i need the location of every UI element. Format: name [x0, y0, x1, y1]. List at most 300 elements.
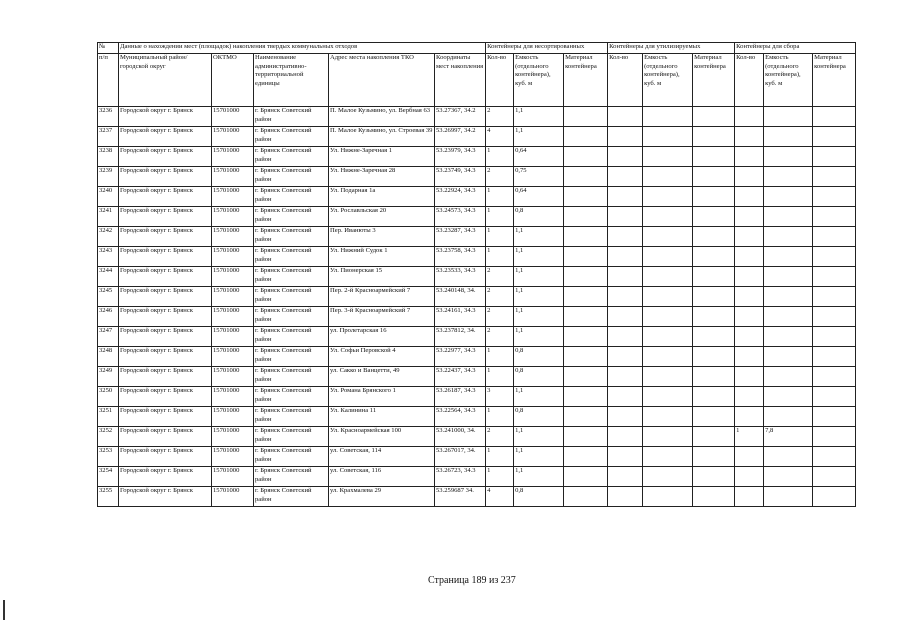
col-header-address: Адрес места накопления ТКО	[329, 54, 435, 107]
row-count-1: 1	[486, 447, 514, 467]
row-oktmo: 15701000	[212, 407, 254, 427]
row-volume-2	[643, 287, 693, 307]
row-number: 3242	[98, 227, 119, 247]
row-volume-1: 1,1	[514, 327, 564, 347]
row-count-2	[608, 387, 643, 407]
row-district: Городской округ г. Брянск	[119, 447, 212, 467]
row-material-3	[813, 447, 856, 467]
row-number: 3239	[98, 167, 119, 187]
row-unit: г. Брянск Советский район	[254, 427, 329, 447]
row-coords: 53.23533, 34.3	[435, 267, 486, 287]
row-oktmo: 15701000	[212, 127, 254, 147]
row-unit: г. Брянск Советский район	[254, 107, 329, 127]
table-row	[98, 107, 856, 127]
row-unit: г. Брянск Советский район	[254, 227, 329, 247]
row-count-1: 1	[486, 147, 514, 167]
row-material-2	[693, 147, 735, 167]
row-district: Городской округ г. Брянск	[119, 327, 212, 347]
row-count-3	[735, 447, 764, 467]
row-count-2	[608, 127, 643, 147]
row-volume-3	[764, 407, 813, 427]
row-count-2	[608, 207, 643, 227]
row-material-2	[693, 367, 735, 387]
row-count-3	[735, 387, 764, 407]
row-coords: 53.24161, 34.3	[435, 307, 486, 327]
row-address: ул. Пролетарская 16	[329, 327, 435, 347]
row-district: Городской округ г. Брянск	[119, 227, 212, 247]
table-row	[98, 127, 856, 147]
row-volume-2	[643, 267, 693, 287]
row-material-2	[693, 187, 735, 207]
row-material-3	[813, 407, 856, 427]
row-number: 3236	[98, 107, 119, 127]
table-row	[98, 307, 856, 327]
table-row	[98, 427, 856, 447]
row-volume-1: 0,75	[514, 167, 564, 187]
row-count-2	[608, 147, 643, 167]
row-district: Городской округ г. Брянск	[119, 407, 212, 427]
row-number: 3249	[98, 367, 119, 387]
row-count-2	[608, 227, 643, 247]
row-address: Ул. Подарная 1а	[329, 187, 435, 207]
row-volume-1: 1,1	[514, 467, 564, 487]
row-coords: 53.259687 34.	[435, 487, 486, 507]
row-material-2	[693, 107, 735, 127]
row-coords: 53.23979, 34.3	[435, 147, 486, 167]
row-volume-2	[643, 407, 693, 427]
row-count-1: 1	[486, 367, 514, 387]
row-unit: г. Брянск Советский район	[254, 327, 329, 347]
row-oktmo: 15701000	[212, 187, 254, 207]
row-volume-2	[643, 427, 693, 447]
row-volume-2	[643, 147, 693, 167]
row-address: ул. Советская, 116	[329, 467, 435, 487]
row-material-3	[813, 227, 856, 247]
row-coords: 53.22437, 34.3	[435, 367, 486, 387]
row-volume-1: 0,8	[514, 207, 564, 227]
row-material-3	[813, 467, 856, 487]
row-material-1	[564, 427, 608, 447]
row-address: Пер. 2-й Красноармейский 7	[329, 287, 435, 307]
row-volume-1: 1,1	[514, 427, 564, 447]
row-volume-1: 1,1	[514, 387, 564, 407]
row-material-1	[564, 307, 608, 327]
row-volume-1: 0,64	[514, 187, 564, 207]
row-volume-1: 1,1	[514, 447, 564, 467]
row-district: Городской округ г. Брянск	[119, 467, 212, 487]
row-address: Ул. Пионерская 15	[329, 267, 435, 287]
row-volume-1: 0,8	[514, 487, 564, 507]
row-number: 3253	[98, 447, 119, 467]
row-count-3	[735, 147, 764, 167]
row-count-1: 1	[486, 467, 514, 487]
row-volume-3	[764, 387, 813, 407]
row-material-1	[564, 127, 608, 147]
row-material-1	[564, 367, 608, 387]
row-material-2	[693, 227, 735, 247]
row-count-2	[608, 187, 643, 207]
row-count-3	[735, 107, 764, 127]
table-row	[98, 487, 856, 507]
row-address: П. Малое Кузьмино, ул. Строевая 39	[329, 127, 435, 147]
row-unit: г. Брянск Советский район	[254, 307, 329, 327]
row-count-2	[608, 367, 643, 387]
row-material-3	[813, 367, 856, 387]
row-oktmo: 15701000	[212, 267, 254, 287]
row-count-3	[735, 247, 764, 267]
table-body	[98, 107, 856, 507]
row-count-2	[608, 407, 643, 427]
table-row	[98, 207, 856, 227]
row-material-2	[693, 487, 735, 507]
col-header-district: Муниципальный район/городской округ	[119, 54, 212, 107]
row-coords: 53.22924, 34.3	[435, 187, 486, 207]
row-volume-2	[643, 127, 693, 147]
row-oktmo: 15701000	[212, 387, 254, 407]
row-material-3	[813, 487, 856, 507]
row-material-2	[693, 347, 735, 367]
row-oktmo: 15701000	[212, 207, 254, 227]
row-count-1: 4	[486, 487, 514, 507]
row-material-2	[693, 127, 735, 147]
row-number: 3251	[98, 407, 119, 427]
row-coords: 53.26723, 34.3	[435, 467, 486, 487]
row-volume-2	[643, 167, 693, 187]
row-volume-3	[764, 267, 813, 287]
col-header-volume-2: Емкость (отдельного контейнера), куб. м	[643, 54, 693, 107]
col-header-material-2: Материал контейнера	[693, 54, 735, 107]
row-number: 3237	[98, 127, 119, 147]
row-address: Пер. Иванюты 3	[329, 227, 435, 247]
row-volume-3	[764, 127, 813, 147]
row-unit: г. Брянск Советский район	[254, 387, 329, 407]
row-unit: г. Брянск Советский район	[254, 167, 329, 187]
table-row	[98, 327, 856, 347]
row-material-2	[693, 307, 735, 327]
row-material-3	[813, 127, 856, 147]
row-coords: 53.23758, 34.3	[435, 247, 486, 267]
row-district: Городской округ г. Брянск	[119, 427, 212, 447]
row-material-3	[813, 267, 856, 287]
row-count-3	[735, 487, 764, 507]
row-volume-3	[764, 367, 813, 387]
header-num-symbol: №	[98, 43, 119, 54]
row-unit: г. Брянск Советский район	[254, 127, 329, 147]
row-address: ул. Крахмалева 29	[329, 487, 435, 507]
row-coords: 53.26997, 34.2	[435, 127, 486, 147]
table-row	[98, 247, 856, 267]
table-row	[98, 387, 856, 407]
row-volume-2	[643, 347, 693, 367]
row-material-1	[564, 167, 608, 187]
row-material-2	[693, 407, 735, 427]
row-material-3	[813, 427, 856, 447]
header-group-collection: Контейнеры для сбора	[735, 43, 856, 54]
row-coords: 53.240148, 34.	[435, 287, 486, 307]
table-row	[98, 347, 856, 367]
row-volume-2	[643, 447, 693, 467]
col-header-oktmo: ОКТМО	[212, 54, 254, 107]
row-material-1	[564, 207, 608, 227]
header-columns-row	[98, 54, 856, 107]
row-district: Городской округ г. Брянск	[119, 247, 212, 267]
row-oktmo: 15701000	[212, 467, 254, 487]
table-row	[98, 447, 856, 467]
row-material-3	[813, 167, 856, 187]
row-coords: 53.241000, 34.	[435, 427, 486, 447]
row-district: Городской округ г. Брянск	[119, 347, 212, 367]
row-volume-1: 1,1	[514, 287, 564, 307]
row-material-1	[564, 407, 608, 427]
table-row	[98, 227, 856, 247]
row-count-1: 1	[486, 407, 514, 427]
row-volume-3	[764, 487, 813, 507]
row-count-2	[608, 307, 643, 327]
row-volume-2	[643, 467, 693, 487]
row-count-3	[735, 327, 764, 347]
row-oktmo: 15701000	[212, 347, 254, 367]
row-volume-3	[764, 287, 813, 307]
row-count-1: 2	[486, 287, 514, 307]
row-material-2	[693, 447, 735, 467]
row-oktmo: 15701000	[212, 287, 254, 307]
row-number: 3255	[98, 487, 119, 507]
row-count-3: 1	[735, 427, 764, 447]
row-district: Городской округ г. Брянск	[119, 287, 212, 307]
row-count-3	[735, 367, 764, 387]
row-district: Городской округ г. Брянск	[119, 147, 212, 167]
row-count-1: 3	[486, 387, 514, 407]
row-material-1	[564, 107, 608, 127]
row-material-3	[813, 327, 856, 347]
row-coords: 53.22564, 34.3	[435, 407, 486, 427]
row-count-1: 2	[486, 167, 514, 187]
row-material-2	[693, 427, 735, 447]
row-district: Городской округ г. Брянск	[119, 307, 212, 327]
row-number: 3247	[98, 327, 119, 347]
row-volume-3	[764, 227, 813, 247]
row-count-3	[735, 207, 764, 227]
row-address: ул. Сакко и Ванцетти, 49	[329, 367, 435, 387]
row-material-1	[564, 247, 608, 267]
row-oktmo: 15701000	[212, 487, 254, 507]
row-count-2	[608, 487, 643, 507]
row-count-3	[735, 287, 764, 307]
row-oktmo: 15701000	[212, 307, 254, 327]
row-oktmo: 15701000	[212, 427, 254, 447]
row-address: Пер. 3-й Красноармейский 7	[329, 307, 435, 327]
row-volume-2	[643, 207, 693, 227]
row-count-2	[608, 467, 643, 487]
row-unit: г. Брянск Советский район	[254, 187, 329, 207]
row-oktmo: 15701000	[212, 227, 254, 247]
table-row	[98, 367, 856, 387]
row-oktmo: 15701000	[212, 447, 254, 467]
row-number: 3246	[98, 307, 119, 327]
row-district: Городской округ г. Брянск	[119, 267, 212, 287]
row-material-1	[564, 467, 608, 487]
table-row	[98, 167, 856, 187]
row-volume-1: 1,1	[514, 247, 564, 267]
row-count-3	[735, 187, 764, 207]
header-group-unsorted: Контейнеры для несортированных	[486, 43, 608, 54]
row-number: 3243	[98, 247, 119, 267]
row-count-1: 2	[486, 107, 514, 127]
col-header-volume-3: Емкость (отдельного контейнера), куб. м	[764, 54, 813, 107]
col-header-material-3: Материал контейнера	[813, 54, 856, 107]
row-count-3	[735, 227, 764, 247]
row-number: 3252	[98, 427, 119, 447]
row-address: ул. Советская, 114	[329, 447, 435, 467]
row-number: 3248	[98, 347, 119, 367]
row-address: Ул. Романа Брянского 1	[329, 387, 435, 407]
table-row	[98, 267, 856, 287]
row-volume-3	[764, 247, 813, 267]
row-material-2	[693, 267, 735, 287]
row-volume-3	[764, 307, 813, 327]
row-number: 3238	[98, 147, 119, 167]
row-oktmo: 15701000	[212, 107, 254, 127]
row-material-3	[813, 107, 856, 127]
row-volume-1: 1,1	[514, 227, 564, 247]
row-volume-3: 7,8	[764, 427, 813, 447]
row-unit: г. Брянск Советский район	[254, 147, 329, 167]
row-volume-3	[764, 447, 813, 467]
row-unit: г. Брянск Советский район	[254, 247, 329, 267]
row-oktmo: 15701000	[212, 147, 254, 167]
row-count-2	[608, 327, 643, 347]
row-material-3	[813, 287, 856, 307]
table-row	[98, 187, 856, 207]
row-count-3	[735, 167, 764, 187]
col-header-coords: Координаты мест накопления	[435, 54, 486, 107]
row-oktmo: 15701000	[212, 167, 254, 187]
row-unit: г. Брянск Советский район	[254, 267, 329, 287]
row-address: Ул. Софьи Перовской 4	[329, 347, 435, 367]
row-count-1: 1	[486, 247, 514, 267]
row-count-1: 2	[486, 327, 514, 347]
row-material-2	[693, 287, 735, 307]
row-material-3	[813, 247, 856, 267]
row-coords: 53.23287, 34.3	[435, 227, 486, 247]
row-count-1: 1	[486, 347, 514, 367]
row-material-1	[564, 287, 608, 307]
row-district: Городской округ г. Брянск	[119, 127, 212, 147]
col-header-unit: Наименование административно-территориальной единицы	[254, 54, 329, 107]
row-material-1	[564, 227, 608, 247]
row-number: 3250	[98, 387, 119, 407]
row-number: 3244	[98, 267, 119, 287]
row-count-2	[608, 167, 643, 187]
col-header-count-3: Кол-во	[735, 54, 764, 107]
page-number: Страница 189 из 237	[428, 575, 516, 586]
table-row	[98, 467, 856, 487]
row-material-3	[813, 207, 856, 227]
row-count-3	[735, 347, 764, 367]
row-material-3	[813, 307, 856, 327]
row-count-2	[608, 107, 643, 127]
row-oktmo: 15701000	[212, 247, 254, 267]
row-district: Городской округ г. Брянск	[119, 187, 212, 207]
row-volume-3	[764, 467, 813, 487]
header-group-row	[98, 43, 856, 54]
row-coords: 53.26187, 34.3	[435, 387, 486, 407]
row-volume-2	[643, 487, 693, 507]
row-coords: 53.267017, 34.	[435, 447, 486, 467]
row-count-2	[608, 447, 643, 467]
row-coords: 53.24573, 34.3	[435, 207, 486, 227]
row-material-3	[813, 147, 856, 167]
row-address: Ул. Нижне-Заречная 28	[329, 167, 435, 187]
col-header-count-1: Кол-во	[486, 54, 514, 107]
row-unit: г. Брянск Советский район	[254, 407, 329, 427]
row-unit: г. Брянск Советский район	[254, 487, 329, 507]
row-volume-1: 0,8	[514, 407, 564, 427]
row-material-1	[564, 187, 608, 207]
row-count-2	[608, 267, 643, 287]
row-volume-3	[764, 347, 813, 367]
row-unit: г. Брянск Советский район	[254, 287, 329, 307]
row-volume-1: 1,1	[514, 267, 564, 287]
row-material-2	[693, 387, 735, 407]
row-material-2	[693, 167, 735, 187]
row-unit: г. Брянск Советский район	[254, 347, 329, 367]
row-number: 3245	[98, 287, 119, 307]
row-material-1	[564, 387, 608, 407]
header-group-locations: Данные о нахождении мест (площадок) накопления твердых коммунальных отходов	[119, 43, 486, 54]
row-count-3	[735, 467, 764, 487]
col-header-count-2: Кол-во	[608, 54, 643, 107]
row-count-1: 1	[486, 187, 514, 207]
row-material-3	[813, 347, 856, 367]
row-address: Ул. Нижний Судок 1	[329, 247, 435, 267]
table-row	[98, 287, 856, 307]
row-material-2	[693, 207, 735, 227]
row-coords: 53.23749, 34.3	[435, 167, 486, 187]
table-row	[98, 407, 856, 427]
row-unit: г. Брянск Советский район	[254, 447, 329, 467]
row-volume-2	[643, 327, 693, 347]
table-row	[98, 147, 856, 167]
row-count-2	[608, 427, 643, 447]
scan-edge-mark	[3, 600, 5, 620]
row-district: Городской округ г. Брянск	[119, 487, 212, 507]
col-header-volume-1: Емкость (отдельного контейнера), куб. м	[514, 54, 564, 107]
row-address: Ул. Рославльская 20	[329, 207, 435, 227]
row-volume-1: 1,1	[514, 127, 564, 147]
row-address: Ул. Красноармейская 100	[329, 427, 435, 447]
row-count-1: 2	[486, 427, 514, 447]
row-volume-2	[643, 367, 693, 387]
row-count-3	[735, 307, 764, 327]
row-material-1	[564, 267, 608, 287]
row-volume-3	[764, 147, 813, 167]
row-district: Городской округ г. Брянск	[119, 207, 212, 227]
row-material-2	[693, 247, 735, 267]
row-material-3	[813, 187, 856, 207]
row-number: 3254	[98, 467, 119, 487]
row-count-2	[608, 347, 643, 367]
row-volume-3	[764, 207, 813, 227]
row-district: Городской округ г. Брянск	[119, 107, 212, 127]
row-volume-1: 0,64	[514, 147, 564, 167]
row-count-2	[608, 287, 643, 307]
tko-table	[97, 42, 856, 507]
row-number: 3241	[98, 207, 119, 227]
row-volume-3	[764, 327, 813, 347]
row-material-1	[564, 147, 608, 167]
row-material-1	[564, 347, 608, 367]
